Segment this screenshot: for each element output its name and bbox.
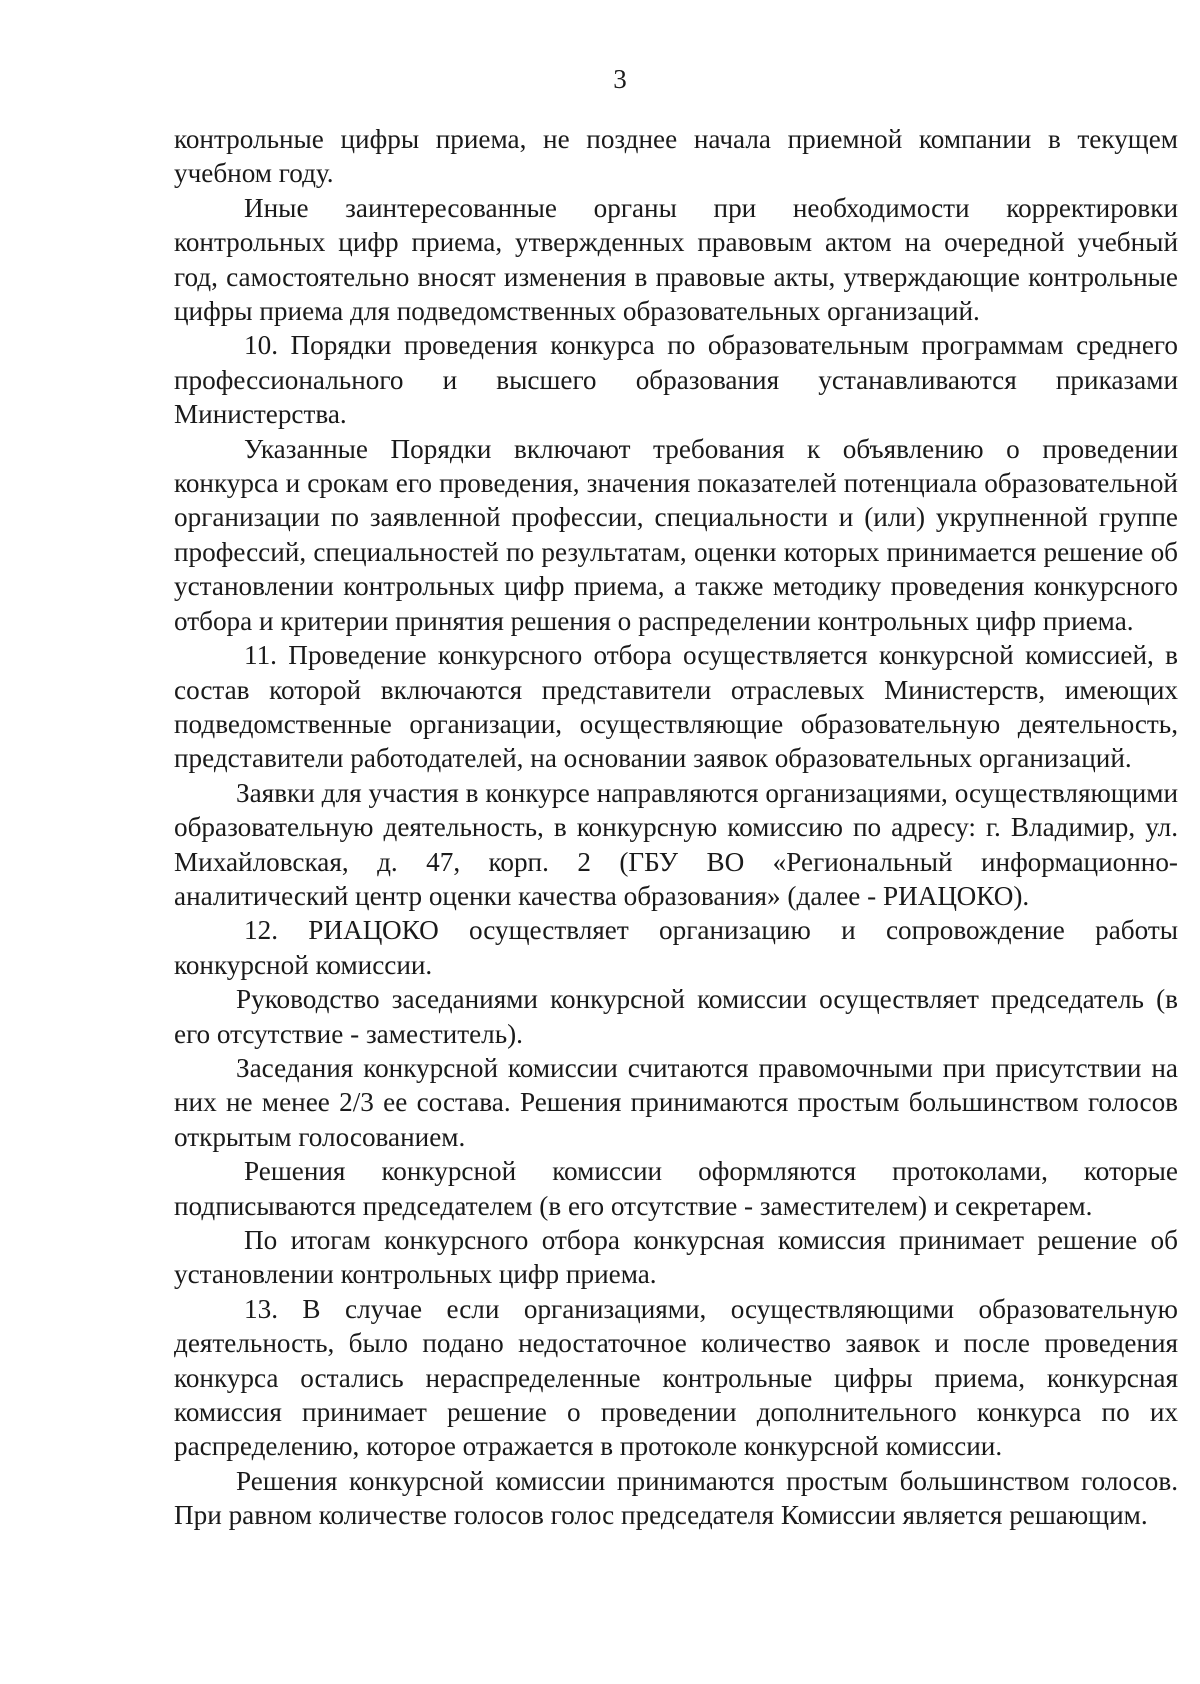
paragraph-voting: Решения конкурсной комиссии принимаются простым большинством голосов. При равном количестве голосов голос председателя Комиссии является решающим. bbox=[174, 1465, 1178, 1531]
paragraph-chair: Руководство заседаниями конкурсной комиссии осуществляет председатель (в его отсутствие - заместитель). bbox=[174, 984, 1178, 1049]
paragraph-protocols: Решения конкурсной комиссии оформляются протоколами, которые подписываются председателем (в его отсутствие - заместителем) и секретарем. bbox=[174, 1156, 1178, 1221]
paragraph-procedures: Указанные Порядки включают требования к объявлению о проведении конкурса и срокам его проведения, значения показателей потенциала образовательной организации по заявленной профессии, специальности и (или) укрупненной группе профессий, специальностей по результатам, оценки которых принимается решение об установлении контрольных цифр приема, а также методику проведения конкурсного отбора и критерии принятия решения о распределении контрольных цифр приема. bbox=[174, 433, 1178, 636]
paragraph-applications: Заявки для участия в конкурсе направляются организациями, осуществляющими образовательную деятельность, в конкурсную комиссию по адресу: г. Владимир, ул. Михайловская, д. 47, корп. 2 (ГБУ ВО «Региональный информационно-аналитический центр оценки качества образования» (далее - РИАЦОКО). bbox=[174, 777, 1178, 911]
paragraph-item-10: 10. Порядки проведения конкурса по образовательным программам среднего профессионального и высшего образования устанавливаются приказами Министерства. bbox=[174, 330, 1178, 430]
page-number: 3 bbox=[613, 64, 627, 94]
paragraph-item-11: 11. Проведение конкурсного отбора осуществляется конкурсной комиссией, в состав которой включаются представители отраслевых Министерств, имеющих подведомственные организации, осуществляющие образовательную деятельность, представители работодателей, на основании заявок образовательных организаций. bbox=[174, 640, 1178, 774]
paragraph-continuation: контрольные цифры приема, не позднее начала приемной компании в текущем учебном году. bbox=[174, 124, 1178, 189]
paragraph-item-12: 12. РИАЦОКО осуществляет организацию и сопровождение работы конкурсной комиссии. bbox=[174, 915, 1178, 980]
paragraph-quorum: Заседания конкурсной комиссии считаются правомочными при присутствии на них не менее 2/3 ее состава. Решения принимаются простым большинством голосов открытым голосованием. bbox=[174, 1052, 1178, 1152]
paragraph-results: По итогам конкурсного отбора конкурсная комиссия принимает решение об установлении контрольных цифр приема. bbox=[174, 1225, 1178, 1290]
paragraph-item-13: 13. В случае если организациями, осуществляющими образовательную деятельность, было подано недостаточное количество заявок и после проведения конкурса остались нераспределенные контрольные цифры приема, конкурсная комиссия принимает решение о проведении дополнительного конкурса по их распределению, которое отражается в протоколе конкурсной комиссии. bbox=[174, 1293, 1178, 1462]
paragraph-other-bodies: Иные заинтересованные органы при необходимости корректировки контрольных цифр приема, утвержденных правовым актом на очередной учебный год, самостоятельно вносят изменения в правовые акты, утверждающие контрольные цифры приема для подведомственных образовательных организаций. bbox=[174, 192, 1178, 327]
document-body bbox=[174, 122, 1178, 1533]
